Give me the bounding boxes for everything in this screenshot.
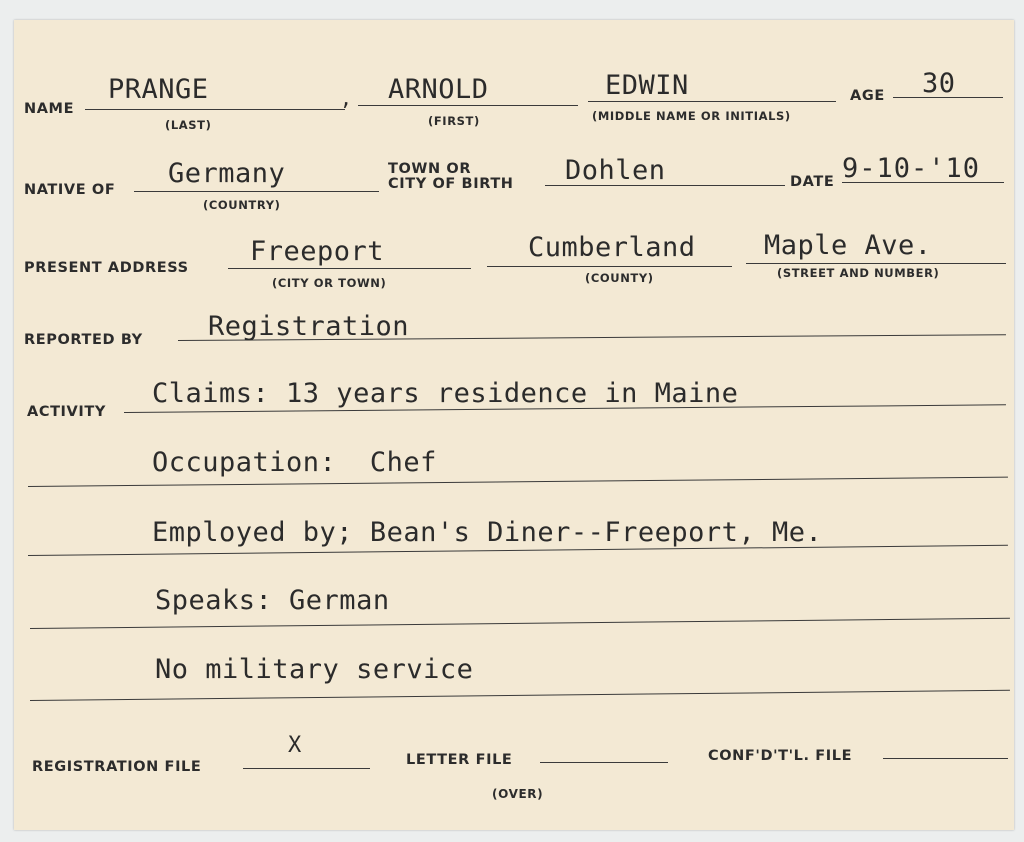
native-of-value: Germany (168, 158, 286, 189)
first-caption: (FIRST) (428, 114, 480, 128)
last-caption: (LAST) (165, 118, 212, 132)
age-value: 30 (922, 68, 956, 99)
county-caption: (COUNTY) (585, 271, 654, 285)
registration-file-mark: X (288, 733, 302, 758)
age-label: AGE (850, 88, 885, 104)
present-address-label: PRESENT ADDRESS (24, 260, 189, 276)
activity-line-4-text: Speaks: German (155, 585, 390, 616)
activity-line-5-text: No military service (155, 654, 474, 685)
name-comma: , (340, 86, 353, 110)
street-caption: (STREET AND NUMBER) (777, 266, 940, 280)
middle-name-value: EDWIN (605, 70, 689, 101)
street-line (746, 263, 1006, 264)
letter-file-line (540, 762, 668, 763)
city-of-birth-value: Dohlen (565, 155, 666, 186)
name-label: NAME (24, 101, 75, 117)
activity-label: ACTIVITY (27, 404, 106, 420)
over-caption: (OVER) (492, 787, 544, 801)
middle-caption: (MIDDLE NAME OR INITIALS) (592, 109, 791, 123)
date-label: DATE (790, 174, 835, 190)
town-or-label: TOWN OR (388, 161, 472, 177)
activity-line-2-text: Occupation: Chef (152, 447, 437, 478)
confidential-file-line (883, 758, 1008, 759)
first-name-line (358, 105, 578, 106)
reported-by-label: REPORTED BY (24, 332, 143, 348)
reported-by-value: Registration (208, 311, 410, 342)
letter-file-label: LETTER FILE (406, 752, 513, 768)
date-value: 9-10-'10 (842, 153, 981, 184)
last-name-line (85, 109, 345, 110)
registration-file-line (243, 768, 370, 769)
county-value: Cumberland (528, 232, 696, 263)
city-caption: (CITY OR TOWN) (272, 276, 387, 290)
city-line (228, 268, 471, 269)
city-of-birth-label: CITY OF BIRTH (388, 176, 514, 192)
activity-line-3-text: Employed by; Bean's Diner--Freeport, Me. (152, 517, 823, 548)
activity-line-1-text: Claims: 13 years residence in Maine (152, 378, 739, 409)
native-of-label: NATIVE OF (24, 182, 116, 198)
first-name-value: ARNOLD (388, 74, 489, 105)
city-value: Freeport (250, 236, 385, 267)
confidential-file-label: CONF'D'T'L. FILE (708, 748, 853, 764)
street-value: Maple Ave. (764, 230, 932, 261)
middle-name-line (588, 101, 836, 102)
native-of-line (134, 191, 379, 192)
county-line (487, 266, 732, 267)
registration-card (14, 20, 1014, 830)
last-name-value: PRANGE (108, 74, 209, 105)
country-caption: (COUNTRY) (203, 198, 281, 212)
registration-file-label: REGISTRATION FILE (32, 759, 202, 775)
